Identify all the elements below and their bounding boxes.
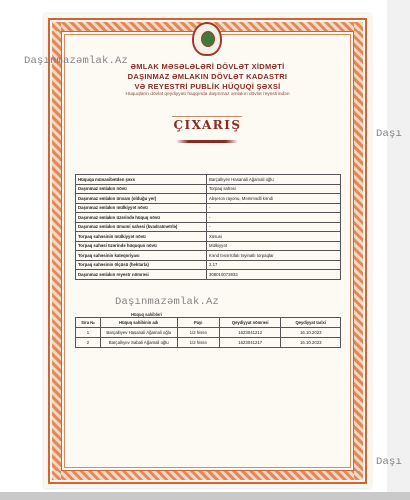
owner-date: 16.10.2023 (281, 328, 341, 338)
field-value: 2.17 (207, 260, 341, 270)
info-row (76, 251, 341, 261)
field-label: Torpaq sahəsi üzərində hüququn növü (76, 241, 207, 251)
document-title: ÇIXARIŞ (173, 118, 242, 132)
owner-name: Barçallıyev Hasanali Ağamali oğlu (100, 328, 177, 338)
title-ornament-top (172, 116, 242, 117)
owner-name: Barçallıyev Sabali Ağamali oğlu (100, 338, 177, 348)
info-row (76, 241, 341, 251)
owners-column-header: Hüquq sahibinin adı (100, 318, 177, 328)
field-value: - (207, 213, 341, 223)
owner-share: 1/2 hissə (177, 328, 219, 338)
info-row (76, 175, 341, 185)
owner-no: 2 (76, 338, 101, 348)
scrollbar[interactable] (387, 0, 410, 500)
field-label: Daşınmaz əmlakın ünvanı (olduğu yer) (76, 194, 207, 204)
info-row (76, 232, 341, 242)
field-value: Xüsusi (207, 232, 341, 242)
owners-column-header: Sıra № (76, 318, 101, 328)
field-value: 308010073933 (207, 270, 341, 280)
info-row (76, 213, 341, 223)
horizontal-scrollbar[interactable] (0, 492, 410, 500)
info-row (76, 194, 341, 204)
field-value: Barçallıyev Hasanali Ağamali oğlu (207, 175, 341, 185)
field-value: - (207, 203, 341, 213)
field-value: Kənd təsərrüfatı təyinatlı torpaqlar (207, 251, 341, 261)
owner-row (76, 328, 341, 338)
title-ornament-icon (176, 140, 238, 143)
field-label: Torpaq sahəsinin kateqoriyası (76, 251, 207, 261)
info-row (76, 222, 341, 232)
info-row (76, 184, 341, 194)
agency-line-2: DAŞINMAZ ƏMLAKIN DÖVLƏT KADASTRI (127, 72, 288, 81)
owner-no: 1 (76, 328, 101, 338)
field-label: Torpaq sahəsinin mülkiyyət növü (76, 232, 207, 242)
info-row (76, 260, 341, 270)
field-value: Torpaq sahəsi (207, 184, 341, 194)
agency-line-1: ƏMLAK MƏSƏLƏLƏRİ DÖVLƏT XİDMƏTİ (130, 62, 285, 71)
owners-column-header: Qeydiyyat nömrəsi (219, 318, 281, 328)
owner-reg-no: 1623041217 (219, 338, 281, 348)
field-label: Daşınmaz əmlakın növü (76, 184, 207, 194)
owners-table (75, 317, 341, 348)
owners-column-header: Qeydiyyat tarixi (281, 318, 341, 328)
watermark: Daşı (376, 128, 403, 140)
certificate-page (44, 14, 371, 488)
field-label: Hüquqa münasibətdən şəxs (76, 175, 207, 185)
field-label: Daşınmaz əmlakın üzərində hüquq növü (76, 213, 207, 223)
document-subtitle: Hüquqların dövlət qeydiyyatı haqqında daşınmaz əmlakın dövlət reyestrindən (125, 92, 290, 97)
info-row (76, 203, 341, 213)
field-value: Mülkiyyət (207, 241, 341, 251)
state-emblem-icon (192, 22, 222, 56)
watermark: Daşı (376, 456, 403, 468)
owners-column-header: Payı (177, 318, 219, 328)
field-value: - (207, 222, 341, 232)
watermark: Daşınmazəmlak.Az (24, 55, 129, 67)
field-label: Daşınmaz əmlakın mülkiyyət növü (76, 203, 207, 213)
agency-line-3: VƏ REYESTRİ PUBLİK HÜQUQİ ŞƏXSİ (134, 82, 281, 91)
field-label: Daşınmaz əmlakın ümumi sahəsi (kvadratmetrlə) (76, 222, 207, 232)
field-label: Torpaq sahəsinin ölçüsü (hektarla) (76, 260, 207, 270)
owner-reg-no: 1623041212 (219, 328, 281, 338)
owner-row (76, 338, 341, 348)
owners-title: Hüquq sahibləri (131, 312, 162, 317)
info-row (76, 270, 341, 280)
owner-share: 1/2 hissə (177, 338, 219, 348)
owner-date: 16.10.2023 (281, 338, 341, 348)
field-value: Abşeron rayonu, Məmmədli kəndi (207, 194, 341, 204)
watermark: Daşınmazəmlak.Az (115, 296, 220, 308)
property-info-table (75, 174, 341, 280)
field-label: Daşınmaz əmlakın reyestr nömrəsi (76, 270, 207, 280)
